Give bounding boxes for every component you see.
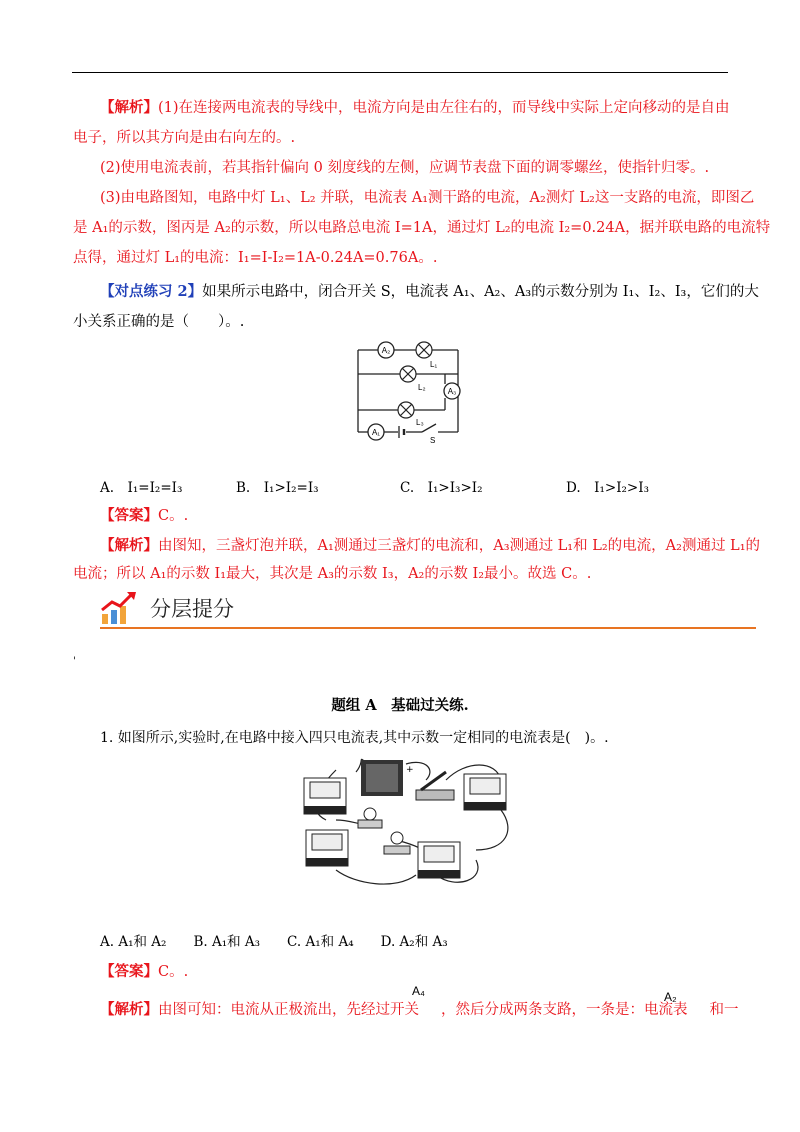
lamp-l2-label: L₂ bbox=[418, 383, 426, 392]
ammeter-icon bbox=[418, 842, 460, 878]
analysis-tag: 【解析】 bbox=[100, 99, 158, 116]
option-b: B. I₁>I₂=I₃ bbox=[236, 480, 319, 496]
ammeter-a3 bbox=[444, 383, 460, 399]
analysis2-line2: 电流；所以 A₁的示数 I₁最大，其次是 A₃的示数 I₃，A₂的示数 I₂最小。故选 C。. bbox=[73, 566, 592, 582]
answer1: 【答案】C。. bbox=[100, 507, 189, 524]
lamp-l2 bbox=[400, 366, 416, 382]
analysis1-line3: (2)使用电流表前，若其指针偏向 0 刻度线的左侧，应调节表盘下面的调零螺丝，使指针归零。. bbox=[100, 160, 710, 176]
ammeter-symbol-a2: A₂ bbox=[664, 990, 677, 1004]
question1-options: A. A₁和 A₂ B. A₁和 A₃ C. A₁和 A₄ D. A₂和 A₃ bbox=[100, 934, 448, 950]
svg-text:A₂: A₂ bbox=[381, 346, 391, 355]
analysis1-line4: (3)由电路图知，电路中灯 L₁、L₂ 并联，电流表 A₁测干路的电流，A₂测灯 L₂这一支路的电流，即图乙 bbox=[100, 190, 755, 206]
question1-text: 1. 如图所示,实验时,在电路中接入四只电流表,其中示数一定相同的电流表是( )。. bbox=[100, 730, 609, 746]
group-title: 题组 A 基础过关练. bbox=[331, 697, 469, 714]
practice2-line1: 【对点练习 2】如果所示电路中，闭合开关 S，电流表 A₁、A₂、A₃的示数分别为 I₁、I₂、I₃，它们的大 bbox=[100, 283, 759, 300]
option-a: A. I₁=I₂=I₃ bbox=[100, 480, 183, 496]
switch-label: S bbox=[430, 436, 436, 445]
ammeter-icon bbox=[306, 830, 348, 866]
ammeter-icon bbox=[464, 774, 506, 810]
battery-icon bbox=[361, 760, 414, 796]
lamp-l1-label: L₁ bbox=[430, 360, 438, 369]
svg-text:A₁: A₁ bbox=[371, 428, 381, 437]
analysis1-line1: 【解析】(1)在连接两电流表的导线中，电流方向是由左往右的，而导线中实际上定向移动的是自由 bbox=[100, 99, 730, 116]
ammeter-a1 bbox=[368, 424, 384, 440]
practice2-line2: 小关系正确的是（ ）。. bbox=[73, 314, 245, 330]
lamp-l1 bbox=[416, 342, 432, 358]
section-rule bbox=[100, 627, 756, 629]
analysis1-line5: 是 A₁的示数，图丙是 A₂的示数，所以电路总电流 I=1A，通过灯 L₂的电流 I₂=0.24A，据并联电路的电流特 bbox=[73, 220, 771, 236]
circuit-diagram-parallel-lamps bbox=[350, 332, 466, 450]
ammeter-a2 bbox=[378, 342, 394, 358]
answer2: 【答案】C。. bbox=[100, 963, 189, 980]
stray-mark: ' bbox=[73, 656, 76, 667]
practice-tag: 【对点练习 2】 bbox=[100, 283, 203, 300]
option-d: D. I₁>I₂>I₃ bbox=[566, 480, 649, 496]
lamp-l3 bbox=[398, 402, 414, 418]
ammeter-symbol-a4: A₄ bbox=[412, 984, 425, 998]
section-title: 分层提分 bbox=[150, 597, 234, 621]
option-c: C. I₁>I₃>I₂ bbox=[400, 480, 483, 496]
switch-icon bbox=[416, 772, 454, 800]
header-rule bbox=[72, 72, 728, 73]
lamp-l3-label: L₃ bbox=[416, 418, 424, 427]
growth-chart-icon bbox=[100, 590, 140, 626]
analysis2-line1: 【解析】由图知，三盏灯泡并联，A₁测通过三盏灯的电流和，A₃测通过 L₁和 L₂的电流，A₂测通过 L₁的 bbox=[100, 537, 761, 554]
svg-text:A₃: A₃ bbox=[447, 387, 457, 396]
battery-icon bbox=[399, 426, 404, 438]
svg-text:+: + bbox=[406, 765, 414, 775]
circuit-photo-illustration bbox=[296, 750, 526, 900]
analysis1-line6: 点得，通过灯 L₁的电流：I₁=I-I₂=1A-0.24A=0.76A。. bbox=[73, 250, 438, 266]
ammeter-icon bbox=[304, 778, 346, 814]
analysis1-line2: 电子，所以其方向是由右向左的。. bbox=[73, 130, 296, 146]
analysis3-line1: 【解析】由图可知：电流从正极流出，先经过开关 ，然后分成两条支路，一条是：电流表 和一 bbox=[100, 1001, 739, 1018]
bulb-icon bbox=[358, 808, 382, 828]
